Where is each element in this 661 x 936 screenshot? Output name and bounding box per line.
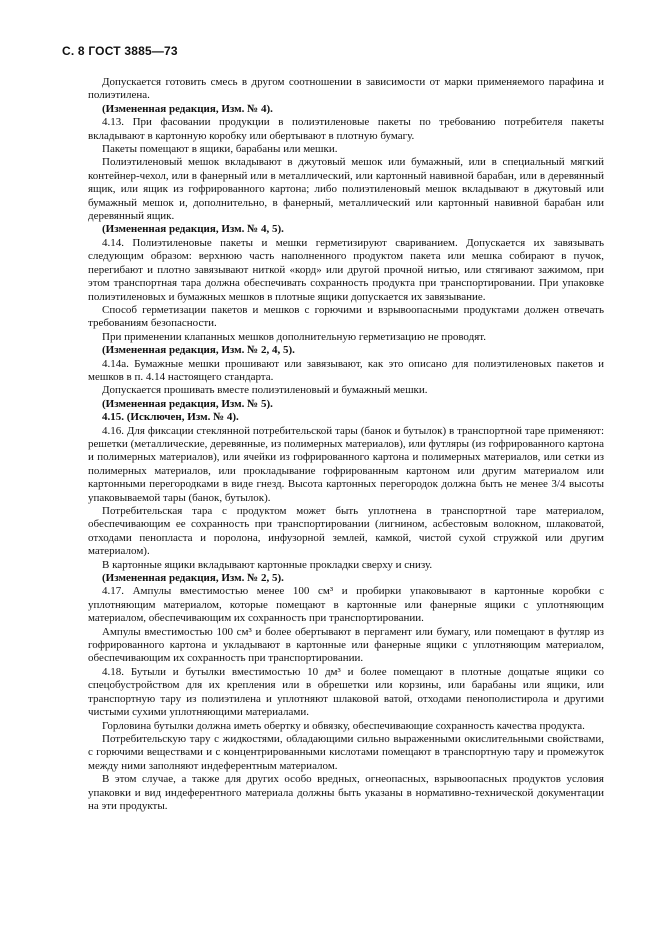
paragraph: 4.14а. Бумажные мешки прошивают или завязывают, как это описано для полиэтиленовых пакетов и мешков в п. 4.14 настоящего стандарта.: [88, 357, 604, 383]
paragraph: 4.13. При фасовании продукции в полиэтиленовые пакеты по требованию потребителя пакеты вкладывают в картонную коробку или обертывают в плотную бумагу.: [88, 116, 604, 142]
paragraph: При применении клапанных мешков дополнительную герметизацию не проводят.: [102, 330, 487, 343]
paragraph: 4.18. Бутыли и бутылки вместимостью 10 дм³ и более помещают в плотные дощатые ящики со спецобустройством для их крепления или в обрешетки или корзины, или барабаны или ящики, или транспортную тару из полиэтилена и уплотняют шлаковой ватой, отходами пенополистирола и другими чистыми сухими уплотняющими материалами.: [88, 665, 604, 719]
paragraph: Ампулы вместимостью 100 см³ и более обертывают в пергамент или бумагу, или помещают в футляр из гофрированного картона и укладывают в картонные или фанерные ящики с уплотняющим материалом, обеспечивающим их сохранность при транспортировании.: [88, 625, 604, 665]
paragraph: Допускается готовить смесь в другом соотношении в зависимости от марки применяемого парафина и полиэтилена.: [88, 76, 604, 102]
amendment-note: (Измененная редакция, Изм. № 2, 4, 5).: [102, 344, 295, 357]
paragraph: Полиэтиленовый мешок вкладывают в джутовый мешок или бумажный, или в специальный мягкий контейнер-чехол, или в фанерный или в металлический, или картонный навивной барабан, или в деревянный ящик, или ящик из гофрированного картона; либо полиэтиленовый мешок вкладывают в джутовый или бумажный мешок и, дополнительно, в фанерный, металлический или картонный навивной барабан или деревянный ящик.: [88, 156, 604, 223]
amendment-note: 4.15. (Исключен, Изм. № 4).: [102, 411, 239, 424]
paragraph: Потребительскую тару с жидкостями, обладающими сильно выраженными окислительными свойствами, с горючими веществами и с концентрированными кислотами помещают в транспортную тару и промежуток между ними заполняют индеферентным материалом.: [88, 732, 604, 772]
paragraph: В этом случае, а также для других особо вредных, огнеопасных, взрывоопасных продуктов условия упаковки и вид индеферентного материала должны быть указаны в нормативно-технической документации на эти продукты.: [88, 773, 604, 812]
paragraph: 4.14. Полиэтиленовые пакеты и мешки герметизируют свариванием. Допускается их завязывать следующим образом: верхнюю часть наполненного продуктом пакета или мешка собирают в пучок, перегибают и плотно завязывают ниткой «корд» или другой прочной нитью, или стягивают зажимом, при этом транспортная тара должна обеспечивать сохранность продукта при транспортировании. При упаковке полиэтиленовых и бумажных мешков в плотные ящики допускается их завязывание.: [88, 236, 604, 303]
paragraph: Допускается прошивать вместе полиэтиленовый и бумажный мешки.: [102, 384, 428, 397]
amendment-note: (Измененная редакция, Изм. № 4, 5).: [102, 223, 284, 236]
paragraph: Горловина бутылки должна иметь обертку и обвязку, обеспечивающие сохранность качества продукта.: [102, 719, 585, 732]
paragraph: Пакеты помещают в ящики, барабаны или мешки.: [102, 143, 338, 156]
paragraph: 4.16. Для фиксации стеклянной потребительской тары (банок и бутылок) в транспортной таре применяют: решетки (металлические, деревянные, из полимерных материалов), или футляры (из гофрированного картона и полимерных материалов), или ячейки из гофрированного картона и полимерных материалов, или сетки из полимерных материалов, или прокладывание гофрированным картоном или другим материалом или картонными перегородками в виде гнезд. Высота картонных перегородок должна быть не менее 3/4 высоты упаковываемой тары (банок, бутылок).: [88, 424, 604, 504]
paragraph: Потребительская тара с продуктом может быть уплотнена в транспортной таре материалом, обеспечивающим ее сохранность при транспортировании (лигнином, асбестовым волокном, шлаковатой, отходами пенопласта и поролона, инфузорной землей, камкой, чистой сухой стружкой или другим материалом).: [88, 505, 604, 558]
document-body: [88, 76, 604, 813]
amendment-note: (Измененная редакция, Изм. № 5).: [102, 397, 273, 410]
page-header: С. 8 ГОСТ 3885—73: [62, 44, 178, 58]
paragraph: Способ герметизации пакетов и мешков с горючими и взрывоопасными продуктами должен отвечать требованиям безопасности.: [88, 303, 604, 330]
paragraph: 4.17. Ампулы вместимостью менее 100 см³ и пробирки упаковывают в картонные коробки с уплотняющим материалом, которые помещают в картонные или фанерные ящики с уплотняющим материалом, обеспечивающим их сохранность при транспортировании.: [88, 585, 604, 625]
amendment-note: (Измененная редакция, Изм. № 4).: [102, 102, 273, 115]
paragraph: В картонные ящики вкладывают картонные прокладки сверху и снизу.: [102, 558, 433, 571]
amendment-note: (Измененная редакция, Изм. № 2, 5).: [102, 572, 284, 585]
